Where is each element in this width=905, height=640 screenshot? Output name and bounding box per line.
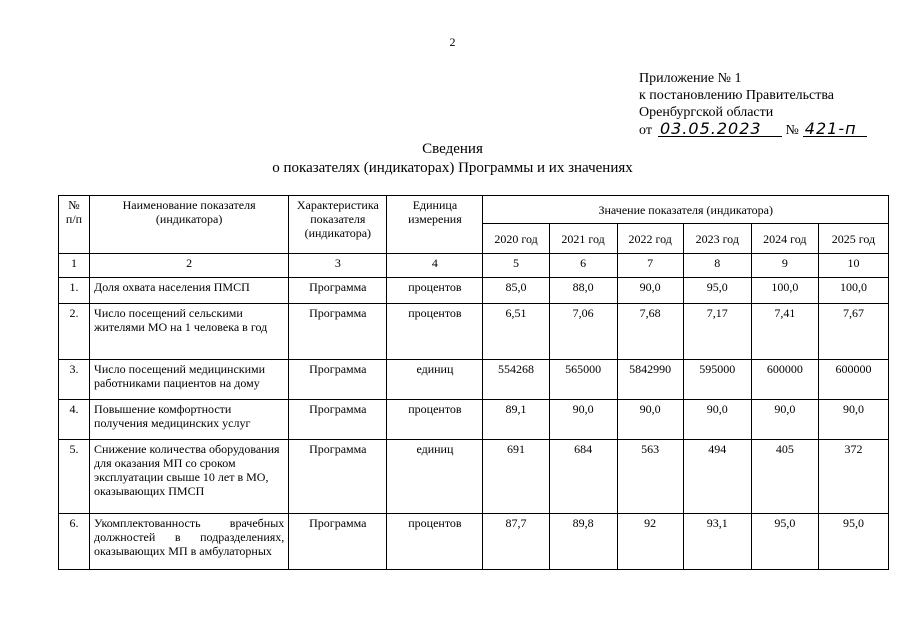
row-value: 372: [818, 440, 888, 514]
table-row: [59, 304, 889, 360]
title-line-1: Сведения: [422, 141, 483, 157]
table-row: [59, 360, 889, 400]
column-index: 7: [617, 254, 683, 278]
row-num: 3.: [59, 360, 90, 400]
row-unit: процентов: [387, 278, 483, 304]
table-row: [59, 400, 889, 440]
row-characteristic: Программа: [289, 400, 387, 440]
row-value: 90,0: [617, 400, 683, 440]
header-year: 2023 год: [683, 224, 751, 254]
row-value: 7,67: [818, 304, 888, 360]
row-value: 563: [617, 440, 683, 514]
column-index: 6: [549, 254, 617, 278]
header-num: № п/п: [59, 196, 90, 254]
row-characteristic: Программа: [289, 304, 387, 360]
header-characteristic: Характеристика показателя (индикатора): [289, 196, 387, 254]
row-value: 92: [617, 514, 683, 570]
header-year: 2022 год: [617, 224, 683, 254]
column-index: 10: [818, 254, 888, 278]
row-characteristic: Программа: [289, 278, 387, 304]
row-value: 7,68: [617, 304, 683, 360]
row-value: 90,0: [818, 400, 888, 440]
row-num: 1.: [59, 278, 90, 304]
row-characteristic: Программа: [289, 440, 387, 514]
row-value: 89,8: [549, 514, 617, 570]
row-value: 88,0: [549, 278, 617, 304]
page-number: 2: [449, 35, 456, 49]
header-value: Значение показателя (индикатора): [483, 196, 889, 224]
row-value: 85,0: [483, 278, 549, 304]
row-unit: процентов: [387, 514, 483, 570]
row-num: 4.: [59, 400, 90, 440]
row-unit: единиц: [387, 360, 483, 400]
row-value: 494: [683, 440, 751, 514]
row-name: Снижение количества оборудования для оказания МП со сроком эксплуатации свыше 10 лет в МО, оказывающих ПМСП: [90, 440, 289, 514]
row-unit: процентов: [387, 304, 483, 360]
row-value: 565000: [549, 360, 617, 400]
row-name: Доля охвата населения ПМСП: [90, 278, 289, 304]
appendix-line-2: к постановлению Правительства: [639, 88, 835, 103]
row-value: 93,1: [683, 514, 751, 570]
from-label: от: [639, 123, 652, 138]
row-name: Число посещений сельскими жителями МО на 1 человека в год: [90, 304, 289, 360]
indicators-table: [58, 195, 889, 570]
row-unit: процентов: [387, 400, 483, 440]
row-num: 2.: [59, 304, 90, 360]
row-value: 7,17: [683, 304, 751, 360]
row-num: 6.: [59, 514, 90, 570]
column-index: 5: [483, 254, 549, 278]
row-num: 5.: [59, 440, 90, 514]
row-value: 6,51: [483, 304, 549, 360]
row-value: 595000: [683, 360, 751, 400]
row-value: 95,0: [683, 278, 751, 304]
row-value: 5842990: [617, 360, 683, 400]
table-row: [59, 440, 889, 514]
row-value: 89,1: [483, 400, 549, 440]
column-index: 9: [751, 254, 818, 278]
row-value: 90,0: [683, 400, 751, 440]
appendix-block: [639, 70, 867, 139]
table-row: [59, 278, 889, 304]
row-name: Укомплектованность врачебных должностей в подразделениях, оказывающих МП в амбулаторных: [90, 514, 289, 570]
appendix-date-line: [639, 121, 867, 139]
row-value: 691: [483, 440, 549, 514]
header-unit: Единица измерения: [387, 196, 483, 254]
row-value: 95,0: [751, 514, 818, 570]
header-year: 2020 год: [483, 224, 549, 254]
column-index-row: [59, 254, 889, 278]
handwritten-number: 421-п: [803, 121, 867, 137]
column-index: 3: [289, 254, 387, 278]
handwritten-date: 03.05.2023: [658, 121, 782, 137]
row-value: 554268: [483, 360, 549, 400]
row-value: 100,0: [818, 278, 888, 304]
row-value: 7,06: [549, 304, 617, 360]
row-value: 90,0: [751, 400, 818, 440]
row-value: 90,0: [549, 400, 617, 440]
row-value: 405: [751, 440, 818, 514]
header-name: Наименование показателя (индикатора): [90, 196, 289, 254]
row-name: Число посещений медицинскими работниками пациентов на дому: [90, 360, 289, 400]
number-label: №: [785, 123, 799, 138]
row-value: 600000: [818, 360, 888, 400]
row-value: 100,0: [751, 278, 818, 304]
header-year: 2024 год: [751, 224, 818, 254]
row-value: 7,41: [751, 304, 818, 360]
row-value: 684: [549, 440, 617, 514]
row-value: 90,0: [617, 278, 683, 304]
appendix-line-1: Приложение № 1: [639, 71, 742, 86]
row-characteristic: Программа: [289, 514, 387, 570]
row-value: 95,0: [818, 514, 888, 570]
header-year: 2025 год: [818, 224, 888, 254]
row-value: 87,7: [483, 514, 549, 570]
column-index: 8: [683, 254, 751, 278]
row-unit: единиц: [387, 440, 483, 514]
row-value: 600000: [751, 360, 818, 400]
title-line-2: о показателях (индикаторах) Программы и их значениях: [272, 160, 633, 176]
document-title: [0, 140, 905, 178]
column-index: 4: [387, 254, 483, 278]
column-index: 2: [90, 254, 289, 278]
appendix-line-3: Оренбургской области: [639, 105, 774, 120]
row-name: Повышение комфортности получения медицинских услуг: [90, 400, 289, 440]
row-characteristic: Программа: [289, 360, 387, 400]
header-year: 2021 год: [549, 224, 617, 254]
column-index: 1: [59, 254, 90, 278]
table-row: [59, 514, 889, 570]
